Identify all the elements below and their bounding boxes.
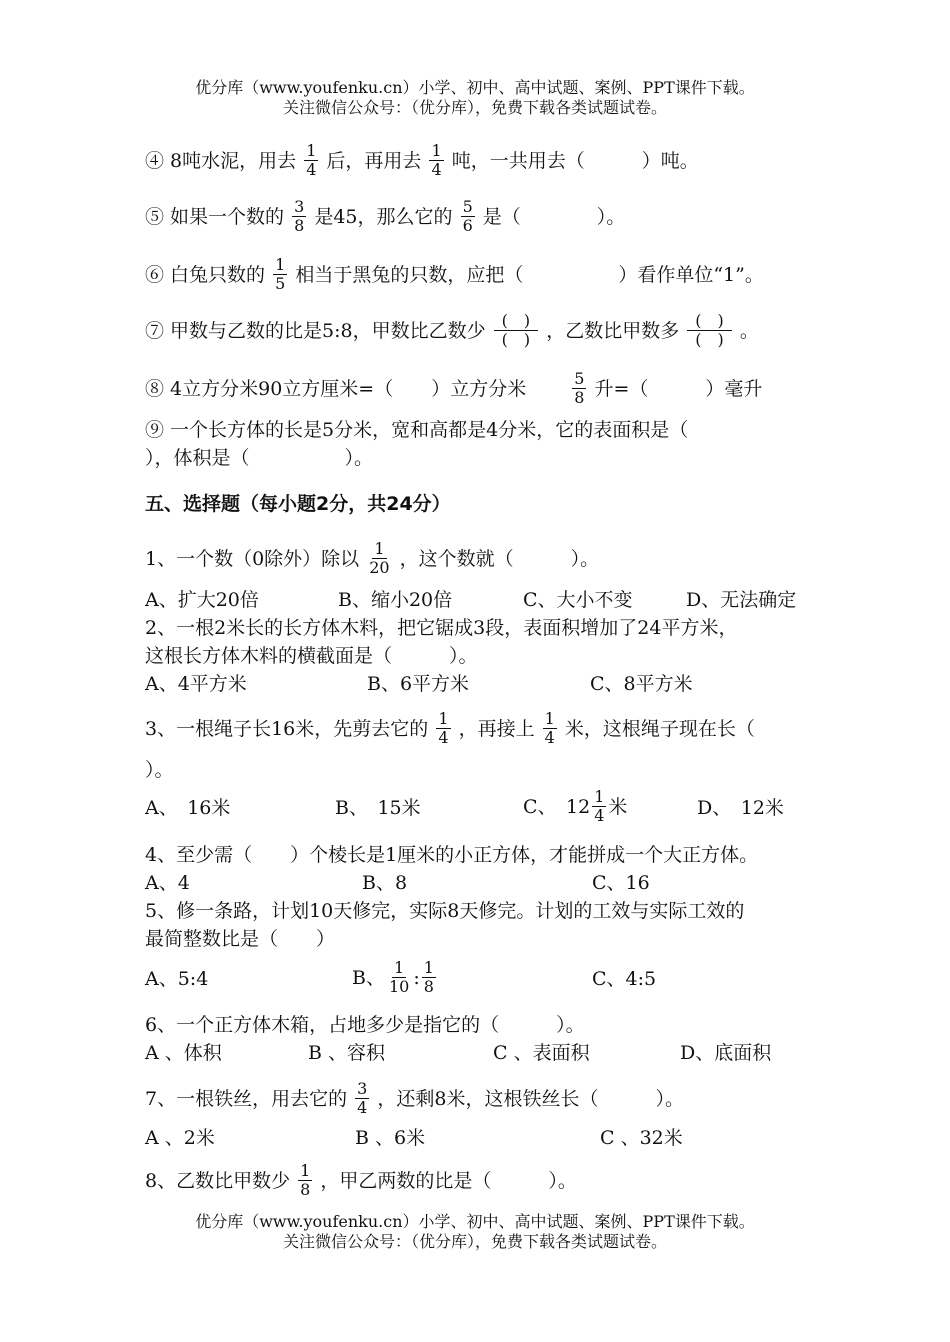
denominator: 8 bbox=[574, 388, 585, 407]
c3-option-d: D、 12米 bbox=[697, 797, 784, 819]
numerator: 5 bbox=[462, 197, 473, 216]
fraction bbox=[387, 959, 411, 996]
denominator: 4 bbox=[431, 160, 442, 179]
denominator: 4 bbox=[306, 160, 317, 179]
c3-option-a: A、 16米 bbox=[145, 797, 231, 819]
c8-text-b: ，甲乙两数的比是（ ）。 bbox=[320, 1169, 577, 1192]
choice-7 bbox=[145, 1080, 684, 1117]
c4-option-a: A、4 bbox=[145, 872, 190, 894]
fraction bbox=[273, 256, 287, 293]
c6-option-d: D、底面积 bbox=[680, 1042, 772, 1064]
denominator: 10 bbox=[388, 977, 410, 996]
q5-text-c: 是（ ）。 bbox=[482, 205, 626, 228]
numerator: 1 bbox=[394, 958, 405, 977]
denominator: 4 bbox=[594, 806, 605, 825]
fraction bbox=[367, 540, 391, 577]
denominator: 5 bbox=[275, 274, 286, 293]
choice-6: 6、一个正方体木箱，占地多少是指它的（ ）。 bbox=[145, 1014, 585, 1036]
c6-option-b: B 、容积 bbox=[308, 1042, 386, 1064]
q6-text-b: 相当于黑兔的只数，应把（ ）看作单位“1”。 bbox=[295, 263, 764, 286]
choice-2-line-2: 这根长方体木料的横截面是（ ）。 bbox=[145, 645, 478, 667]
q7-text-c: 。 bbox=[739, 319, 759, 342]
fraction bbox=[592, 788, 606, 825]
fraction bbox=[298, 1162, 312, 1199]
c2-option-b: B、6平方米 bbox=[367, 673, 470, 695]
c3-option-b: B、 15米 bbox=[335, 797, 421, 819]
q8-text-a: ⑧ 4立方分米90立方厘米=（ ）立方分米 bbox=[145, 377, 565, 400]
fraction bbox=[429, 142, 443, 179]
q4-text-c: 吨，一共用去（ ）吨。 bbox=[451, 149, 699, 172]
ratio-colon: : bbox=[413, 966, 420, 989]
numerator: 1 bbox=[594, 787, 605, 806]
c7-text-a: 7、一根铁丝，用去它的 bbox=[145, 1087, 348, 1110]
question-5 bbox=[145, 198, 625, 235]
q6-text-a: ⑥ 白兔只数的 bbox=[145, 263, 266, 286]
q7-text-a: ⑦ 甲数与乙数的比是5:8，甲数比乙数少 bbox=[145, 319, 486, 342]
denominator: 20 bbox=[369, 558, 390, 577]
denominator: 6 bbox=[462, 216, 473, 235]
c6-option-c: C 、表面积 bbox=[493, 1042, 590, 1064]
denominator: ( ) bbox=[695, 330, 724, 349]
numerator: 1 bbox=[438, 709, 449, 728]
denominator: 8 bbox=[423, 977, 434, 996]
numerator: 1 bbox=[275, 255, 286, 274]
c3-option-c-unit: 米 bbox=[608, 795, 628, 818]
q4-text-b: 后，再用去 bbox=[326, 149, 422, 172]
c4-option-b: B、8 bbox=[362, 872, 408, 894]
question-9-line-1: ⑨ 一个长方体的长是5分米，宽和高都是4分米，它的表面积是（ bbox=[145, 419, 689, 441]
q8-text-b: 升=（ ）毫升 bbox=[594, 377, 763, 400]
numerator: 1 bbox=[431, 141, 442, 160]
c7-option-b: B 、6米 bbox=[355, 1127, 426, 1149]
numerator: 3 bbox=[294, 197, 305, 216]
denominator: 4 bbox=[544, 728, 555, 747]
question-6 bbox=[145, 256, 764, 293]
numerator: 3 bbox=[357, 1079, 368, 1098]
c7-text-b: ，还剩8米，这根铁丝长（ ）。 bbox=[377, 1087, 684, 1110]
q5-text-b: 是45，那么它的 bbox=[314, 205, 453, 228]
c7-option-a: A 、2米 bbox=[145, 1127, 215, 1149]
c1-option-a: A、扩大20倍 bbox=[145, 589, 259, 611]
numerator: ( ) bbox=[687, 312, 732, 331]
fraction bbox=[461, 198, 475, 235]
fraction bbox=[543, 710, 557, 747]
c3-option-c bbox=[523, 788, 627, 825]
q5-text-a: ⑤ 如果一个数的 bbox=[145, 205, 285, 228]
choice-1 bbox=[145, 540, 599, 577]
denominator: ( ) bbox=[501, 330, 531, 349]
blank-fraction bbox=[494, 312, 539, 349]
choice-3 bbox=[145, 710, 755, 747]
fraction bbox=[422, 959, 436, 996]
header-line-2: 关注微信公众号：（优分库），免费下载各类试题试卷。 bbox=[282, 98, 667, 117]
c1-text-b: ，这个数就（ ）。 bbox=[399, 547, 600, 570]
choice-2-line-1: 2、一根2米长的长方体木料，把它锯成3段，表面积增加了24平方米， bbox=[145, 617, 738, 639]
c1-text-a: 1、一个数（0除外）除以 bbox=[145, 547, 360, 570]
denominator: 8 bbox=[294, 216, 305, 235]
choice-8 bbox=[145, 1162, 577, 1199]
question-4 bbox=[145, 142, 699, 179]
header-line-1: 优分库（www.youfenku.cn）小学、初中、高中试题、案例、PPT课件下载。 bbox=[195, 78, 755, 97]
c3-text-b: ，再接上 bbox=[458, 717, 535, 740]
fraction bbox=[355, 1080, 369, 1117]
denominator: 8 bbox=[300, 1180, 311, 1199]
c5-option-b-letter: B、 bbox=[352, 966, 385, 989]
c5-option-c: C、4:5 bbox=[592, 968, 657, 990]
c1-option-d: D、无法确定 bbox=[686, 589, 797, 611]
numerator: 1 bbox=[423, 958, 434, 977]
c7-option-c: C 、32米 bbox=[600, 1127, 683, 1149]
c3-option-c-whole: C、 12 bbox=[523, 795, 591, 818]
denominator: 4 bbox=[438, 728, 449, 747]
c3-text-a: 3、一根绳子长16米，先剪去它的 bbox=[145, 717, 429, 740]
c6-option-a: A 、体积 bbox=[145, 1042, 222, 1064]
numerator: 1 bbox=[300, 1161, 311, 1180]
fraction bbox=[304, 142, 318, 179]
c1-option-c: C、大小不变 bbox=[523, 589, 633, 611]
choice-5-line-2: 最简整数比是（ ） bbox=[145, 928, 336, 950]
footer-line-2: 关注微信公众号：（优分库），免费下载各类试题试卷。 bbox=[282, 1232, 667, 1251]
c2-option-c: C、8平方米 bbox=[590, 673, 693, 695]
fraction bbox=[436, 710, 450, 747]
blank-fraction bbox=[687, 312, 732, 349]
c1-option-b: B、缩小20倍 bbox=[338, 589, 453, 611]
c2-option-a: A、4平方米 bbox=[145, 673, 247, 695]
c5-option-a: A、5:4 bbox=[145, 968, 209, 990]
numerator: ( ) bbox=[494, 312, 539, 331]
numerator: 1 bbox=[374, 539, 385, 558]
numerator: 1 bbox=[544, 709, 555, 728]
fraction bbox=[292, 198, 306, 235]
c4-option-c: C、16 bbox=[592, 872, 650, 894]
question-9-line-2: ），体积是（ ）。 bbox=[145, 447, 374, 469]
choice-3-line-2: ）。 bbox=[145, 759, 174, 781]
question-7 bbox=[145, 312, 759, 349]
numerator: 1 bbox=[306, 141, 317, 160]
choice-5-line-1: 5、修一条路，计划10天修完，实际8天修完。计划的工效与实际工效的 bbox=[145, 900, 745, 922]
question-8 bbox=[145, 370, 762, 407]
numerator: 5 bbox=[574, 369, 585, 388]
choice-4: 4、至少需（ ）个棱长是1厘米的小正方体，才能拼成一个大正方体。 bbox=[145, 844, 759, 866]
c3-text-c: 米，这根绳子现在长（ bbox=[564, 717, 755, 740]
fraction bbox=[572, 370, 586, 407]
c5-option-b bbox=[352, 959, 438, 996]
c8-text-a: 8、乙数比甲数少 bbox=[145, 1169, 291, 1192]
q4-text-a: ④ 8吨水泥，用去 bbox=[145, 149, 297, 172]
section-title: 五、选择题（每小题2分，共24分） bbox=[145, 493, 451, 515]
q7-text-b: ，乙数比甲数多 bbox=[546, 319, 680, 342]
denominator: 4 bbox=[357, 1098, 368, 1117]
footer-line-1: 优分库（www.youfenku.cn）小学、初中、高中试题、案例、PPT课件下载。 bbox=[195, 1212, 755, 1231]
